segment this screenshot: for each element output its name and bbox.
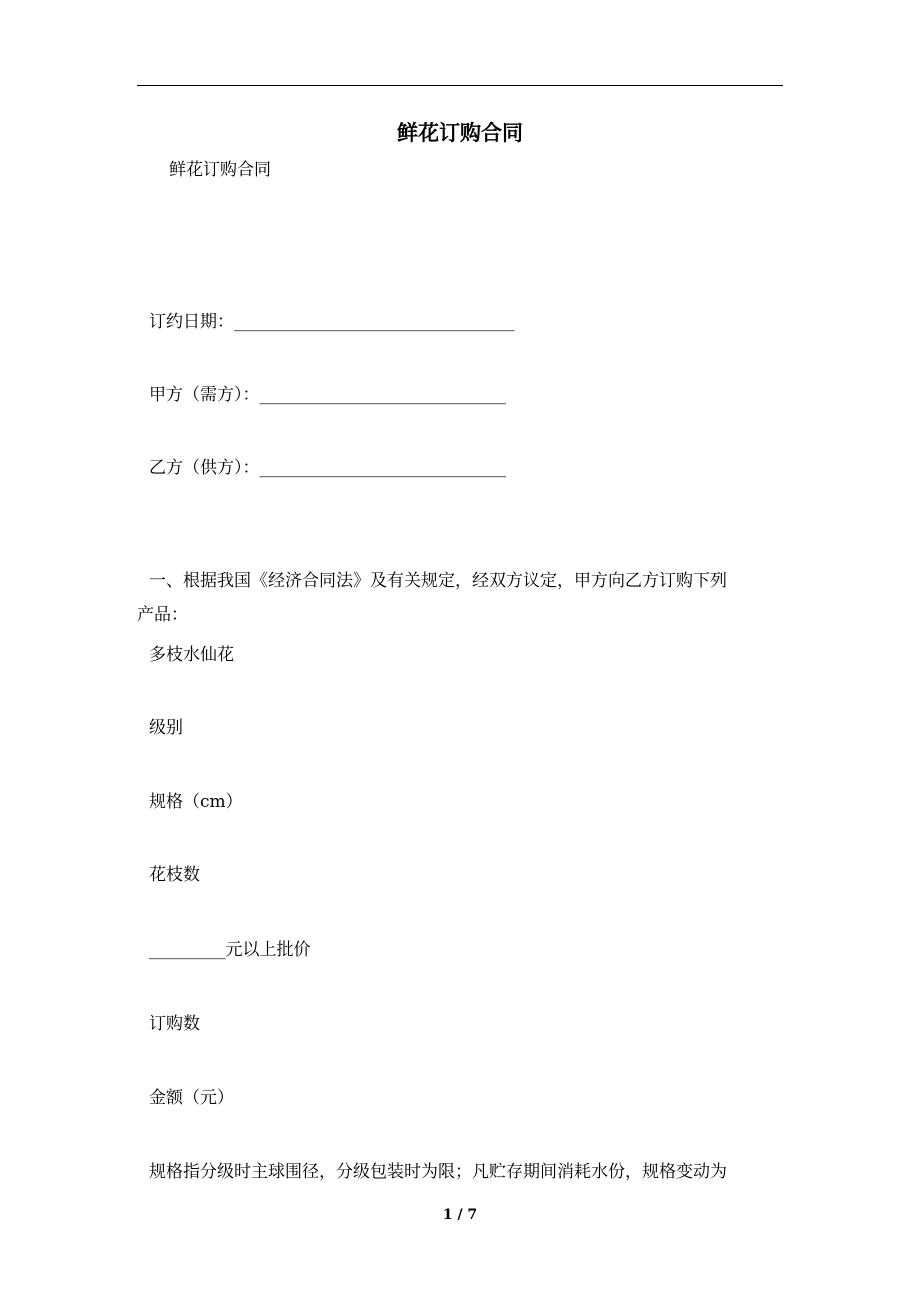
clause-1-line-2: 产品： [137, 605, 188, 625]
field-sign-date: 订约日期：_________________________________ [149, 312, 515, 332]
clause-1-line-1: 一、根据我国《经济合同法》及有关规定，经双方议定，甲方向乙方订购下列 [149, 571, 727, 591]
document-title: 鲜花订购合同 [397, 120, 523, 145]
item-wholesale-price: _________元以上批价 [149, 940, 311, 960]
clause-1 [137, 564, 783, 632]
page-number: 1 / 7 [442, 1207, 478, 1223]
field-party-b: 乙方（供方）：_____________________________ [149, 458, 506, 478]
spec-note: 规格指分级时主球围径，分级包装时为限；凡贮存期间消耗水份，规格变动为 [149, 1162, 727, 1182]
item-amount: 金额（元） [149, 1088, 234, 1108]
item-spec: 规格（cm） [149, 792, 243, 812]
item-product: 多枝水仙花 [149, 645, 234, 665]
item-stem-count: 花枝数 [149, 865, 200, 885]
field-party-a: 甲方（需方）：_____________________________ [149, 385, 506, 405]
document-subtitle: 鲜花订购合同 [169, 160, 271, 180]
item-grade: 级别 [149, 718, 183, 738]
header-divider [137, 85, 783, 86]
item-order-quantity: 订购数 [149, 1014, 200, 1034]
